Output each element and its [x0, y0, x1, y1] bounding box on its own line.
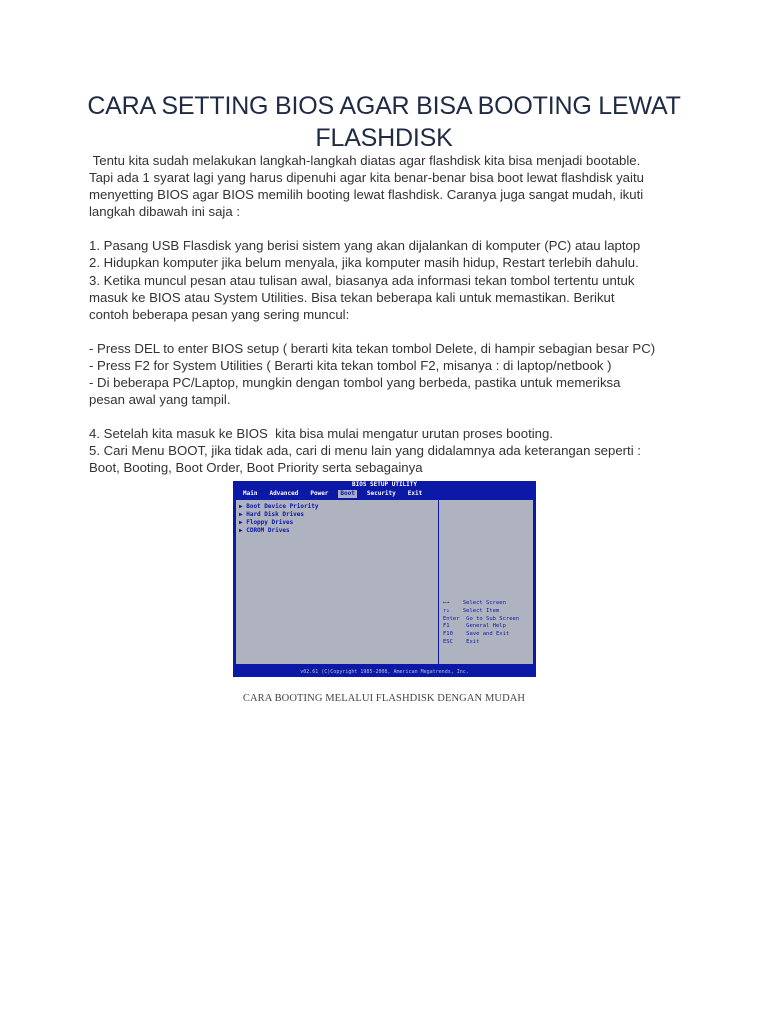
spacer: [89, 408, 689, 425]
bios-menu-main: Main: [243, 489, 258, 497]
bios-item-hard-disk-drives: ▶ Hard Disk Drives: [239, 511, 305, 518]
article-body: [89, 152, 689, 477]
example-2: - Press F2 for System Utilities ( Berarti kita tekan tombol F2, misanya : di laptop/netbook ): [89, 357, 612, 373]
bios-title: BIOS SETUP UTILITY: [351, 481, 418, 488]
step-3-cont: masuk ke BIOS atau System Utilities. Bisa tekan beberapa kali untuk memastikan. Berikut: [89, 289, 615, 305]
step-2: 2. Hidupkan komputer jika belum menyala, jika komputer masih hidup, Restart terlebih dahulu.: [89, 255, 639, 271]
bios-item-boot-device-priority: ▶ Boot Device Priority: [239, 503, 319, 510]
step-4: 4. Setelah kita masuk ke BIOS kita bisa mulai mengatur urutan proses booting.: [89, 426, 554, 442]
paragraph-line: langkah dibawah ini saja :: [89, 204, 241, 220]
step-3: 3. Ketika muncul pesan atau tulisan awal, biasanya ada informasi tekan tombol tertentu untuk: [89, 272, 635, 288]
bios-menu-power: Power: [310, 489, 329, 497]
example-1: - Press DEL to enter BIOS setup ( berarti kita tekan tombol Delete, di hampir sebagian besar PC): [89, 340, 656, 356]
spacer: [89, 220, 689, 237]
bios-menu-boot: Boot: [340, 489, 355, 497]
bios-help-line: ↑↓ Select Item: [443, 607, 500, 614]
example-3: - Di beberapa PC/Laptop, mungkin dengan tombol yang berbeda, pastika untuk memeriksa: [89, 375, 621, 391]
step-3-cont: contoh beberapa pesan yang sering muncul:: [89, 306, 350, 322]
bios-item-floppy-drives: ▶ Floppy Drives: [239, 519, 294, 526]
bios-copyright: v02.61 (C)Copyright 1985-2008, American Megatrends, Inc.: [300, 669, 469, 675]
bios-help-line: F1 General Help: [443, 623, 506, 630]
bios-help-line: ESC Exit: [443, 638, 480, 645]
bios-help-line: ←→ Select Screen: [443, 600, 506, 606]
bios-menu-exit: Exit: [407, 489, 423, 497]
highlight-ring: [233, 481, 536, 677]
spacer: [89, 323, 689, 340]
bios-menu-security: Security: [366, 489, 396, 497]
bios-menu-advanced: Advanced: [269, 489, 299, 497]
step-5: 5. Cari Menu BOOT, jika tidak ada, cari di menu lain yang didalamnya ada keterangan seperti :: [89, 443, 641, 459]
paragraph-line: Tapi ada 1 syarat lagi yang harus dipenuhi agar kita benar-benar bisa boot lewat flashdisk yaitu: [89, 170, 644, 186]
bios-item-cdrom-drives: ▶ CDROM Drives: [239, 527, 290, 534]
example-3-cont: pesan awal yang tampil.: [89, 392, 231, 408]
title-line-2: FLASHDISK: [315, 124, 453, 152]
bios-help-line: Enter Go to Sub Screen: [443, 615, 520, 622]
figure-caption: CARA BOOTING MELALUI FLASHDISK DENGAN MUDAH: [242, 693, 526, 704]
step-5-cont: Boot, Booting, Boot Order, Boot Priority serta sebagainya: [89, 460, 423, 476]
title-line-1: CARA SETTING BIOS AGAR BISA BOOTING LEWAT: [87, 92, 681, 120]
page-title: [70, 90, 698, 154]
paragraph-line: menyetting BIOS agar BIOS memilih booting lewat flashdisk. Caranya juga sangat mudah, ikuti: [89, 187, 644, 203]
bios-help-line: F10 Save and Exit: [443, 631, 510, 638]
step-1: 1. Pasang USB Flasdisk yang berisi sistem yang akan dijalankan di komputer (PC) atau laptop: [89, 238, 641, 254]
paragraph-line: Tentu kita sudah melakukan langkah-langkah diatas agar flashdisk kita bisa menjadi bootable.: [89, 153, 641, 168]
